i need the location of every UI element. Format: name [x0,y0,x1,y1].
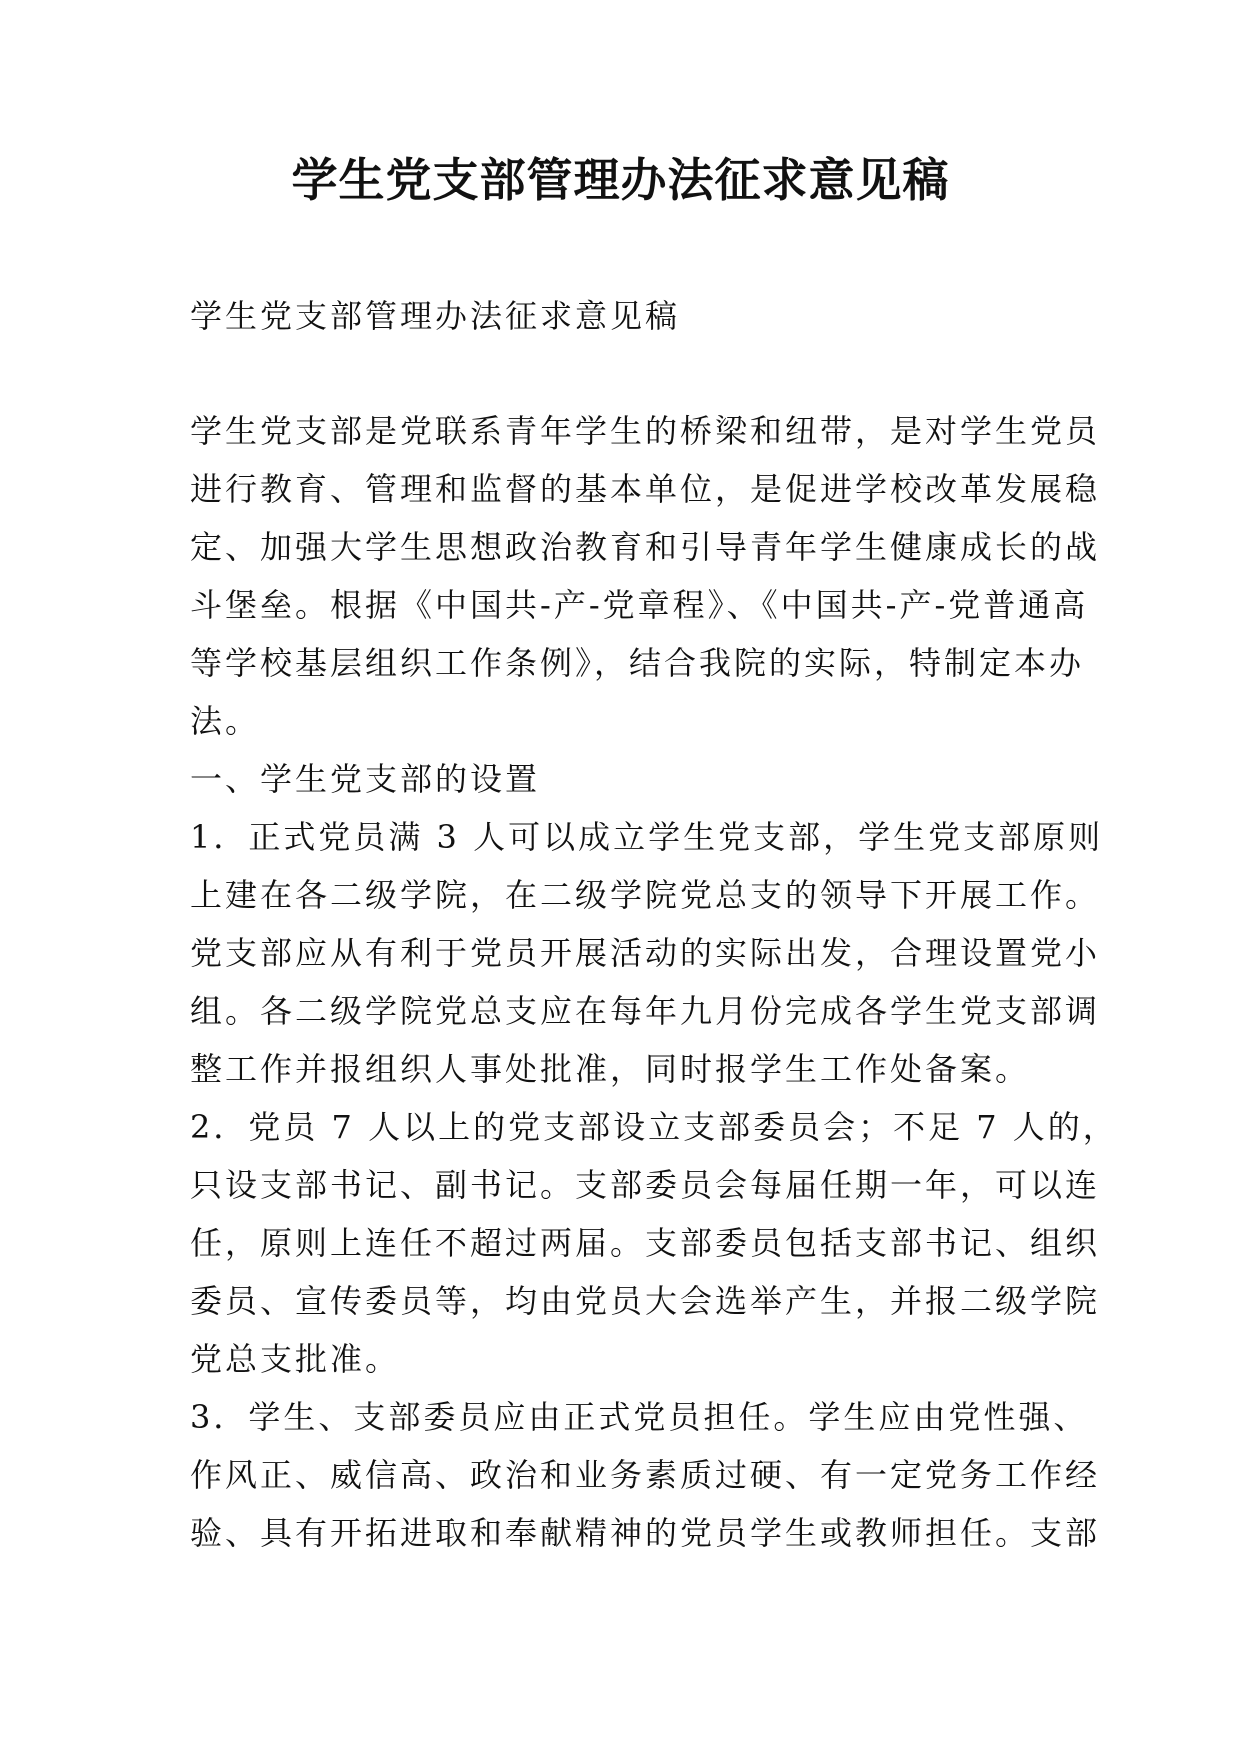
body-line: 法。 [190,702,261,740]
body-line: 3．学生、支部委员应由正式党员担任。学生应由党性强、 [190,1398,1089,1436]
body-line: 党支部应从有利于党员开展活动的实际出发，合理设置党小 [190,934,1101,972]
body-line: 委员、宣传委员等，均由党员大会选举产生，并报二级学院 [190,1282,1101,1320]
document-title: 学生党支部管理办法征求意见稿 [291,153,950,207]
body-line: 作风正、威信高、政治和业务素质过硬、有一定党务工作经 [190,1456,1101,1494]
body-line: 等学校基层组织工作条例》，结合我院的实际，特制定本办 [190,644,1085,682]
body-line: 组。各二级学院党总支应在每年九月份完成各学生党支部调 [190,992,1101,1030]
body-line: 整工作并报组织人事处批准，同时报学生工作处备案。 [190,1050,1031,1088]
document-subtitle: 学生党支部管理办法征求意见稿 [190,297,681,335]
body-line: 斗堡垒。根据《中国共-产-党章程》、《中国共-产-党普通高 [190,586,1089,624]
body-line: 只设支部书记、副书记。支部委员会每届任期一年，可以连 [190,1166,1101,1204]
body-line: 上建在各二级学院，在二级学院党总支的领导下开展工作。 [190,876,1101,914]
body-line: 定、加强大学生思想政治教育和引导青年学生健康成长的战 [190,528,1101,566]
body-line: 学生党支部是党联系青年学生的桥梁和纽带，是对学生党员 [190,412,1101,450]
document-body [190,402,1118,1562]
body-line: 党总支批准。 [190,1340,401,1378]
body-line: 1．正式党员满 3 人可以成立学生党支部，学生党支部原则 [190,818,1104,856]
body-line: 验、具有开拓进取和奉献精神的党员学生或教师担任。支部 [190,1514,1101,1552]
body-line: 进行教育、管理和监督的基本单位，是促进学校改革发展稳 [190,470,1101,508]
body-line: 任，原则上连任不超过两届。支部委员包括支部书记、组织 [190,1224,1101,1262]
body-line: 2．党员 7 人以上的党支部设立支部委员会；不足 7 人的， [190,1108,1118,1146]
section-heading: 一、学生党支部的设置 [190,760,541,798]
